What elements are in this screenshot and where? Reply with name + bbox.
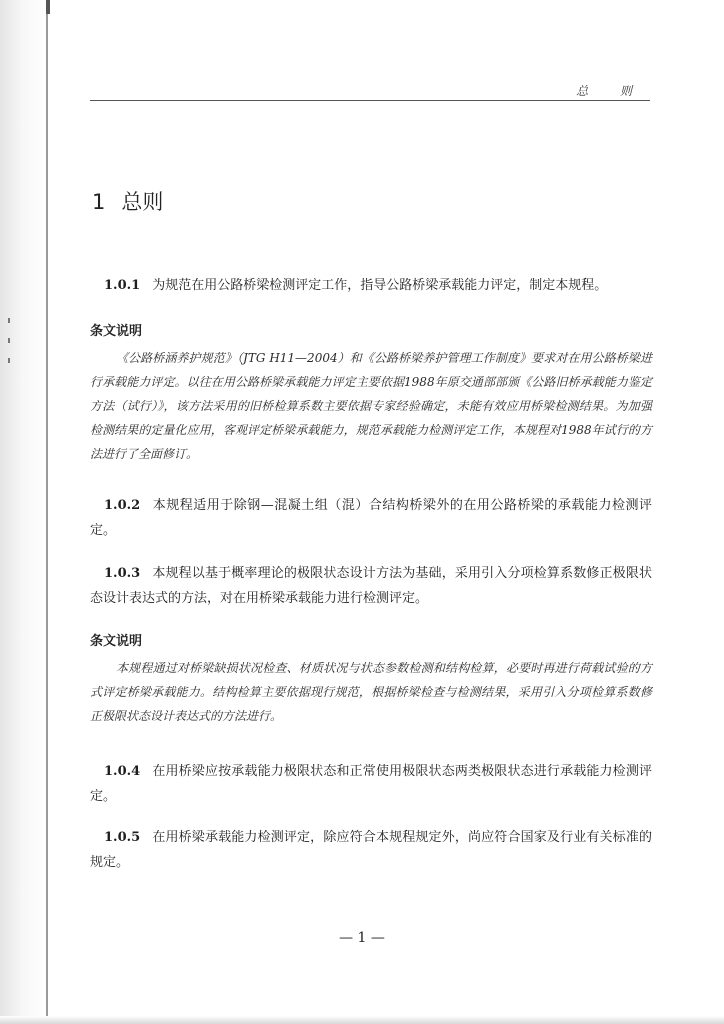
binding-edge-mark: [46, 0, 50, 14]
clause-number: 1.0.4: [104, 764, 141, 779]
clause-text: 在用桥梁承载能力检测评定，除应符合本规程规定外，尚应符合国家及行业有关标准的规定。: [90, 830, 652, 870]
page-number: — 1 —: [339, 930, 385, 946]
clause-1-0-4: [90, 760, 652, 809]
header-rule: [90, 100, 650, 101]
running-header: 总 则: [576, 84, 646, 98]
margin-mark: [8, 318, 10, 323]
chapter-title: [92, 186, 163, 216]
clause-1-0-2: [90, 494, 652, 543]
clause-text: 本规程以基于概率理论的极限状态设计方法为基础，采用引入分项检算系数修正极限状态设计表达式的方法，对在用桥梁承载能力进行检测评定。: [90, 566, 652, 606]
clause-text: 为规范在用公路桥梁检测评定工作，指导公路桥梁承载能力评定，制定本规程。: [152, 278, 608, 293]
clause-number: 1.0.3: [104, 566, 141, 581]
clause-1-0-5: [90, 826, 652, 875]
margin-mark: [8, 358, 10, 363]
note-heading: 条文说明: [90, 324, 143, 339]
clause-1-0-3: [90, 562, 652, 611]
note-body: 《公路桥涵养护规范》（JTG H11—2004）和《公路桥梁养护管理工作制度》要求对在用公路桥梁进行承载能力评定。以往在用公路桥梁承载能力评定主要依据1988年原交通部部颁《公路旧桥承载能力鉴定方法（试行）》，该方法采用的旧桥检算系数主要依据专家经验确定，未能有效应用桥梁检测结果。为加强检测结果的定量化应用，客观评定桥梁承载能力，规范承载能力检测评定工作，本规程对1988年试行的方法进行了全面修订。: [90, 351, 652, 461]
clause-number: 1.0.1: [104, 278, 141, 293]
chapter-number: 1: [92, 190, 106, 214]
binding-edge-line: [46, 8, 48, 1018]
clause-text: 本规程适用于除钢—混凝土组（混）合结构桥梁外的在用公路桥梁的承载能力检测评定。: [90, 498, 652, 538]
clause-number: 1.0.2: [104, 498, 141, 513]
chapter-heading: 总则: [121, 190, 164, 214]
note-heading: 条文说明: [90, 634, 143, 649]
scan-shadow-bottom: [0, 1016, 724, 1024]
clause-1-0-1: [90, 274, 652, 299]
note-body: 本规程通过对桥梁缺损状况检查、材质状况与状态参数检测和结构检算，必要时再进行荷载试验的方式评定桥梁承载能力。结构检算主要依据现行规范，根据桥梁检查与检测结果，采用引入分项检算系数修正极限状态设计表达式的方法进行。: [90, 661, 652, 723]
margin-mark: [8, 338, 10, 343]
clause-text: 在用桥梁应按承载能力极限状态和正常使用极限状态两类极限状态进行承载能力检测评定。: [90, 764, 652, 804]
clause-number: 1.0.5: [104, 830, 141, 845]
scan-shadow-left: [0, 0, 48, 1024]
